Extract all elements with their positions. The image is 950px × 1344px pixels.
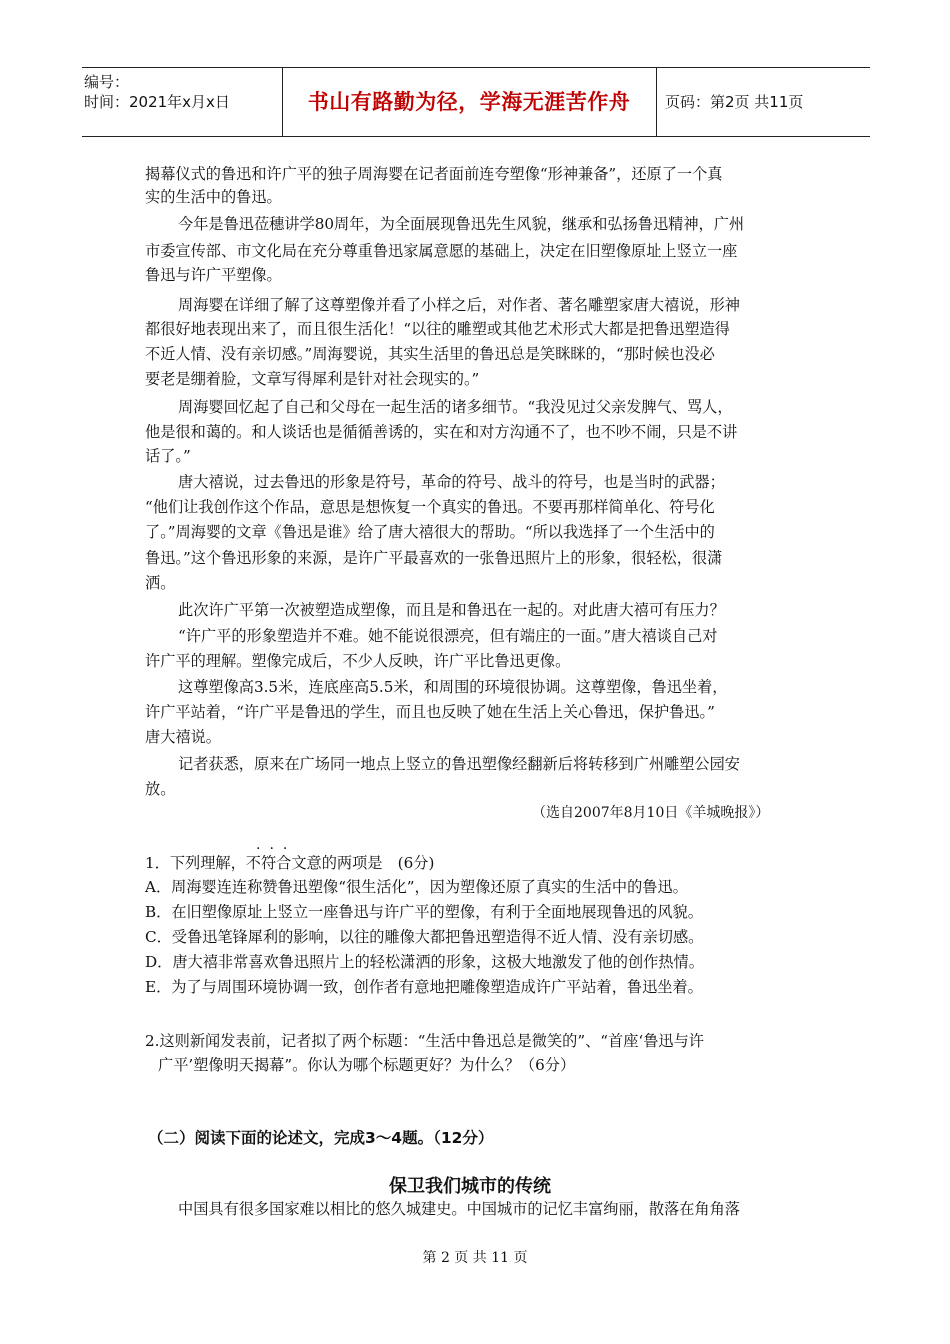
header-motto: 书山有路勤为径，学海无涯苦作舟 — [282, 68, 657, 136]
article-line: 他是很和蔼的。和人谈话也是循循善诱的，实在和对方沟通不了，也不吵不闹，只是不讲 — [145, 423, 738, 441]
question-1-option-e: E．为了与周围环境协调一致，创作者有意地把雕像塑造成许广平站着，鲁迅坐着。 — [145, 978, 703, 996]
article-line: 这尊塑像高3.5米，连底座高5.5米，和周围的环境很协调。这尊塑像，鲁迅坐着， — [178, 678, 728, 696]
article-line: 鲁迅。”这个鲁迅形象的来源，是许广平最喜欢的一张鲁迅照片上的形象，很轻松，很潇 — [145, 549, 723, 567]
emphasis-dots: ... — [256, 837, 297, 853]
article-line: 了。”周海婴的文章《鲁迅是谁》给了唐大禧很大的帮助。“所以我选择了一个生活中的 — [145, 523, 715, 541]
question-1-option-b: B．在旧塑像原址上竖立一座鲁迅与许广平的塑像，有利于全面地展现鲁迅的风貌。 — [145, 903, 703, 921]
header-date-label: 时间：2021年x月x日 — [84, 93, 230, 111]
page-header — [82, 67, 870, 137]
article-line: 要老是绷着脸，文章写得犀利是针对社会现实的。” — [145, 370, 480, 388]
header-page-label: 页码：第2页 共11页 — [665, 93, 804, 111]
section-2-title: （二）阅读下面的论述文，完成3～4题。（12分） — [148, 1129, 494, 1147]
question-2-line-2: 广平’塑像明天揭幕”。你认为哪个标题更好？为什么？（6分） — [158, 1056, 576, 1074]
article-line: 记者获悉，原来在广场同一地点上竖立的鲁迅塑像经翻新后将转移到广州雕塑公园安 — [178, 755, 740, 773]
article-line: 鲁迅与许广平塑像。 — [145, 266, 282, 284]
article-line: 唐大禧说，过去鲁迅的形象是符号，革命的符号、战斗的符号，也是当时的武器； — [178, 473, 725, 491]
article-2-first-line: 中国具有很多国家难以相比的悠久城建史。中国城市的记忆丰富绚丽，散落在角角落 — [178, 1200, 740, 1218]
question-2-line-1: 2.这则新闻发表前，记者拟了两个标题：“生活中鲁迅总是微笑的”、“首座‘鲁迅与许 — [145, 1032, 704, 1050]
article-line: 今年是鲁迅莅穗讲学80周年，为全面展现鲁迅先生风貌，继承和弘扬鲁迅精神，广州 — [178, 215, 745, 233]
question-1-option-d: D．唐大禧非常喜欢鲁迅照片上的轻松潇洒的形象，这极大地激发了他的创作热情。 — [145, 953, 704, 971]
header-info-cell — [82, 68, 283, 136]
article-line: 话了。” — [145, 447, 191, 465]
article-line: 都很好地表现出来了，而且很生活化！“以往的雕塑或其他艺术形式大都是把鲁迅塑造得 — [145, 320, 730, 338]
question-1-option-c: C．受鲁迅笔锋犀利的影响，以往的雕像大都把鲁迅塑造得不近人情、没有亲切感。 — [145, 928, 704, 946]
article-line: 不近人情、没有亲切感。”周海婴说，其实生活里的鲁迅总是笑眯眯的，“那时候也没必 — [145, 345, 715, 363]
article-line: “他们让我创作这个作品，意思是想恢复一个真实的鲁迅。不要再那样简单化、符号化 — [145, 498, 715, 516]
article-line: 唐大禧说。 — [145, 728, 221, 746]
article-line: 许广平站着，“许广平是鲁迅的学生，而且也反映了她在生活上关心鲁迅，保护鲁迅。” — [145, 703, 715, 721]
article-2-title: 保卫我们城市的传统 — [389, 1176, 551, 1197]
article-line: 实的生活中的鲁迅。 — [145, 188, 282, 206]
article-line: 周海婴回忆起了自己和父母在一起生活的诸多细节。“我没见过父亲发脾气、骂人， — [178, 398, 733, 416]
article-line: 揭幕仪式的鲁迅和许广平的独子周海婴在记者面前连夸塑像“形神兼备”，还原了一个真 — [145, 165, 723, 183]
header-number-label: 编号： — [84, 73, 130, 91]
article-source: （选自2007年8月10日《羊城晚报》） — [532, 805, 770, 821]
article-line: 许广平的理解。塑像完成后，不少人反映，许广平比鲁迅更像。 — [145, 652, 571, 670]
page-footer: 第 2 页 共 11 页 — [422, 1250, 528, 1266]
question-1-option-a: A．周海婴连连称赞鲁迅塑像“很生活化”，因为塑像还原了真实的生活中的鲁迅。 — [145, 878, 688, 896]
article-line: 放。 — [145, 780, 176, 798]
article-line: 此次许广平第一次被塑造成塑像，而且是和鲁迅在一起的。对此唐大禧可有压力？ — [178, 601, 725, 619]
article-line: 洒。 — [145, 574, 176, 592]
article-line: 周海婴在详细了解了这尊塑像并看了小样之后，对作者、著名雕塑家唐大禧说，形神 — [178, 296, 740, 314]
article-line: 市委宣传部、市文化局在充分尊重鲁迅家属意愿的基础上，决定在旧塑像原址上竖立一座 — [145, 242, 738, 260]
question-1: 1．下列理解，不符合文意的两项是 (6分) — [145, 854, 435, 872]
article-line: “许广平的形象塑造并不难。她不能说很漂亮，但有端庄的一面。”唐大禧谈自己对 — [178, 627, 718, 645]
